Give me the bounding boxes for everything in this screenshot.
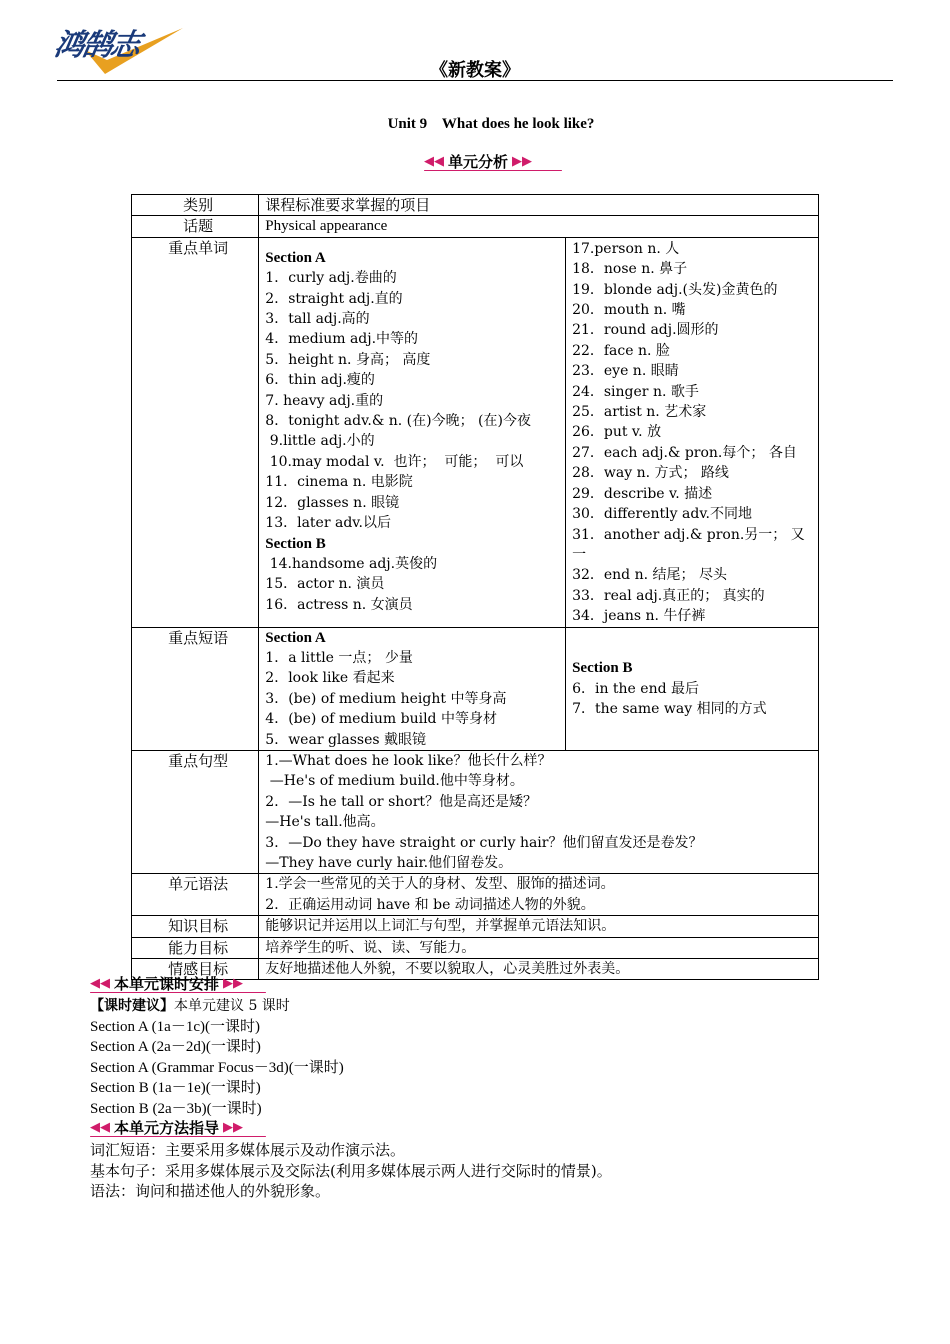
knowledge-value: 能够识记并运用以上词汇与句型，并掌握单元语法知识。 [259, 916, 819, 937]
double-left-arrow-icon: ◀◀ [424, 153, 444, 169]
phrases-label: 重点短语 [132, 627, 259, 750]
knowledge-label: 知识目标 [132, 916, 259, 937]
vocab-right: 17.person n. 人 18．nose n. 鼻子 19．blonde adj.(头发)金黄色的 20．mouth n. 嘴 21．round adj.圆形的 22．face n. 脸 23．eye n. 眼睛 24．singer n. 歌手 25．artist n. 艺术家 26．put v. 放 27．each adj.& pron.每个； 各自 28．way n. 方式； 路线 29．describe v. 描述 30．differently adv.不同地 31．another adj.& pron.另一； 又 一 32．end n. 结尾； 尽头 33．real adj.真正的； 真实的 34．jeans n. 牛仔裤 [566, 237, 819, 627]
double-left-arrow-icon: ◀◀ [90, 1119, 110, 1135]
schedule-item: Section B (1a－1e)(一课时) [90, 1080, 261, 1096]
schedule-section [90, 996, 344, 1119]
banner-method: ◀◀ 本单元方法指导 ▶▶ [90, 1116, 266, 1138]
sentences-content: 1.—What does he look like？他长什么样？ —He's of medium build.他中等身材。 2．—Is he tall or short？他是高还是矮？ —He's tall.他高。 3．—Do they have straight or curly hair？他们留直发还是卷发？ —They have curly hair.他们留卷发。 [259, 750, 819, 873]
phrases-left: Section A 1．a little 一点； 少量 2．look like 看起来 3．(be) of medium height 中等身高 4．(be) of medium build 中等身材 5．wear glasses 戴眼镜 [259, 627, 566, 750]
schedule-suggestion: 【课时建议】本单元建议 5 课时 [90, 998, 290, 1014]
grammar-row [132, 874, 819, 916]
header-divider [57, 80, 893, 81]
logo-text: 鸿鹄志 [51, 28, 142, 63]
header-category: 类别 [132, 195, 259, 216]
method-line: 语法：询问和描述他人的外貌形象。 [90, 1182, 331, 1200]
ability-label: 能力目标 [132, 937, 259, 958]
phrases-right: Section B 6．in the end 最后 7．the same way 相同的方式 [566, 627, 819, 750]
phrases-row [132, 627, 819, 750]
double-right-arrow-icon: ▶▶ [223, 975, 244, 991]
schedule-item: Section A (2a－2d)(一课时) [90, 1039, 261, 1055]
double-right-arrow-icon: ▶▶ [512, 153, 533, 169]
emotion-label: 情感目标 [132, 959, 259, 980]
double-left-arrow-icon: ◀◀ [90, 975, 110, 991]
unit-title: Unit 9 What does he look like? [387, 116, 595, 132]
double-right-arrow-icon: ▶▶ [223, 1119, 244, 1135]
unit-analysis-table [131, 194, 819, 980]
ability-row [132, 937, 819, 958]
schedule-item: Section A (1a－1c)(一课时) [90, 1018, 260, 1035]
vocab-left: Section A 1．curly adj.卷曲的 2．straight adj.直的 3．tall adj.高的 4．medium adj.中等的 5．height n. 身高； 高度 6．thin adj.瘦的 7. heavy adj.重的 8．tonight adv.& n. (在)今晚； (在)今夜 9.little adj.小的 10.may modal v. 也许； 可能； 可以 11．cinema n. 电影院 12．glasses n. 眼镜 13．later adv.以后 Section B 14.handsome adj.英俊的 15．actor n. 演员 16．actress n. 女演员 [259, 237, 566, 627]
banner-underline [90, 1136, 266, 1137]
knowledge-row [132, 916, 819, 937]
vocab-row [132, 237, 819, 627]
banner-analysis: ◀◀ 单元分析 ▶▶ [424, 150, 562, 172]
schedule-item: Section A (Grammar Focus－3d)(一课时) [90, 1059, 344, 1076]
sentences-row [132, 750, 819, 873]
banner-schedule: ◀◀ 本单元课时安排 ▶▶ [90, 972, 266, 994]
emotion-value: 友好地描述他人外貌，不要以貌取人，心灵美胜过外表美。 [259, 959, 819, 980]
doc-title: 《新教案》 [430, 60, 520, 81]
topic-value: Physical appearance [259, 216, 819, 237]
banner-underline [90, 992, 266, 993]
ability-value: 培养学生的听、说、读、写能力。 [259, 937, 819, 958]
grammar-label: 单元语法 [132, 874, 259, 916]
schedule-item: Section B (2a－3b)(一课时) [90, 1100, 262, 1117]
method-line: 基本句子：采用多媒体展示及交际法(利用多媒体展示两人进行交际时的情景)。 [90, 1161, 612, 1180]
sentences-label: 重点句型 [132, 750, 259, 873]
topic-label: 话题 [132, 216, 259, 237]
grammar-content: 1.学会一些常见的关于人的身材、发型、服饰的描述词。 2．正确运用动词 have 和 be 动词描述人物的外貌。 [259, 874, 819, 916]
topic-row [132, 216, 819, 237]
table-header-row [132, 195, 819, 216]
header-items: 课程标准要求掌握的项目 [259, 195, 819, 216]
vocab-label: 重点单词 [132, 237, 259, 627]
banner-underline [424, 170, 562, 171]
method-section [90, 1140, 612, 1202]
method-line: 词汇短语：主要采用多媒体展示及动作演示法。 [90, 1141, 406, 1159]
